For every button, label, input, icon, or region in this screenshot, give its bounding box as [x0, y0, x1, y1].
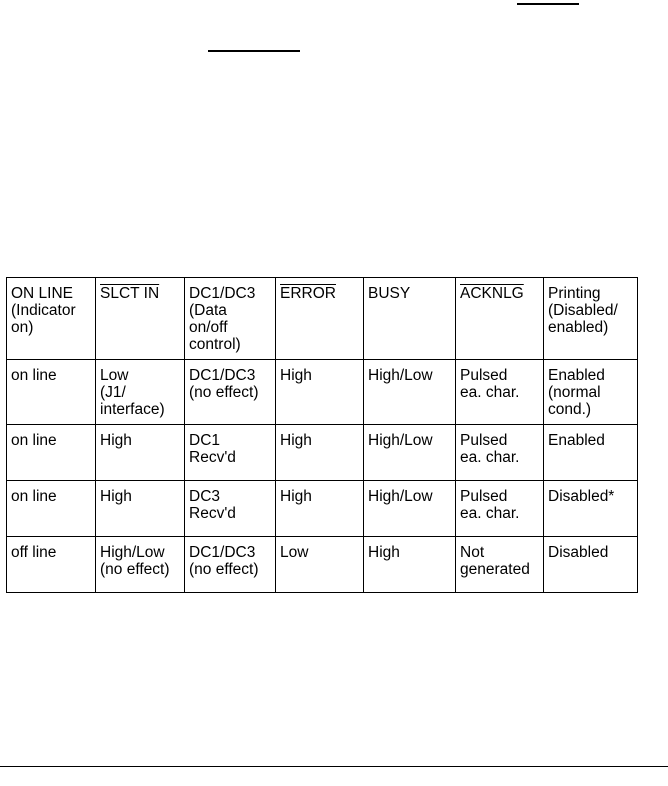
table-cell: High — [96, 481, 185, 537]
table-cell: DC1/DC3 (no effect) — [185, 360, 276, 425]
table-cell: High — [96, 425, 185, 481]
overline-fragment-mid — [208, 50, 300, 52]
table-row — [7, 425, 638, 481]
table-cell: DC3 Recv'd — [185, 481, 276, 537]
header-cell-on-line: ON LINE (Indicator on) — [7, 278, 96, 360]
header-label-slct-in: SLCT IN — [100, 285, 160, 302]
table-row — [7, 360, 638, 425]
table-cell: High/Low (no effect) — [96, 537, 185, 593]
table-cell: High/Low — [364, 360, 456, 425]
table-cell: High — [276, 481, 364, 537]
signal-status-table — [6, 277, 638, 593]
table-cell: on line — [7, 481, 96, 537]
header-cell-acknlg — [456, 278, 544, 360]
table-row — [7, 481, 638, 537]
table-row — [7, 537, 638, 593]
header-label-error: ERROR — [280, 285, 336, 302]
table-cell: Pulsed ea. char. — [456, 425, 544, 481]
table-cell: High — [276, 425, 364, 481]
table-cell: Disabled — [544, 537, 638, 593]
table-cell: Enabled — [544, 425, 638, 481]
table-cell: Low (J1/ interface) — [96, 360, 185, 425]
table-cell: Pulsed ea. char. — [456, 481, 544, 537]
table-cell: off line — [7, 537, 96, 593]
table-cell: High — [364, 537, 456, 593]
table-cell: DC1/DC3 (no effect) — [185, 537, 276, 593]
table-cell: Disabled* — [544, 481, 638, 537]
header-cell-slct-in — [96, 278, 185, 360]
header-cell-busy: BUSY — [364, 278, 456, 360]
header-cell-error — [276, 278, 364, 360]
overline-fragment-top — [517, 3, 579, 5]
table-cell: High/Low — [364, 425, 456, 481]
header-cell-dc1-dc3: DC1/DC3 (Data on/off control) — [185, 278, 276, 360]
table-cell: High/Low — [364, 481, 456, 537]
header-cell-printing: Printing (Disabled/ enabled) — [544, 278, 638, 360]
table-cell: Pulsed ea. char. — [456, 360, 544, 425]
table-cell: DC1 Recv'd — [185, 425, 276, 481]
header-label-acknlg: ACKNLG — [460, 285, 524, 302]
table-cell: Enabled (normal cond.) — [544, 360, 638, 425]
table-cell: on line — [7, 425, 96, 481]
table-cell: Low — [276, 537, 364, 593]
table-cell: Not generated — [456, 537, 544, 593]
table-cell: on line — [7, 360, 96, 425]
table-cell: High — [276, 360, 364, 425]
page-bottom-rule — [0, 766, 668, 767]
table-header-row — [7, 278, 638, 360]
